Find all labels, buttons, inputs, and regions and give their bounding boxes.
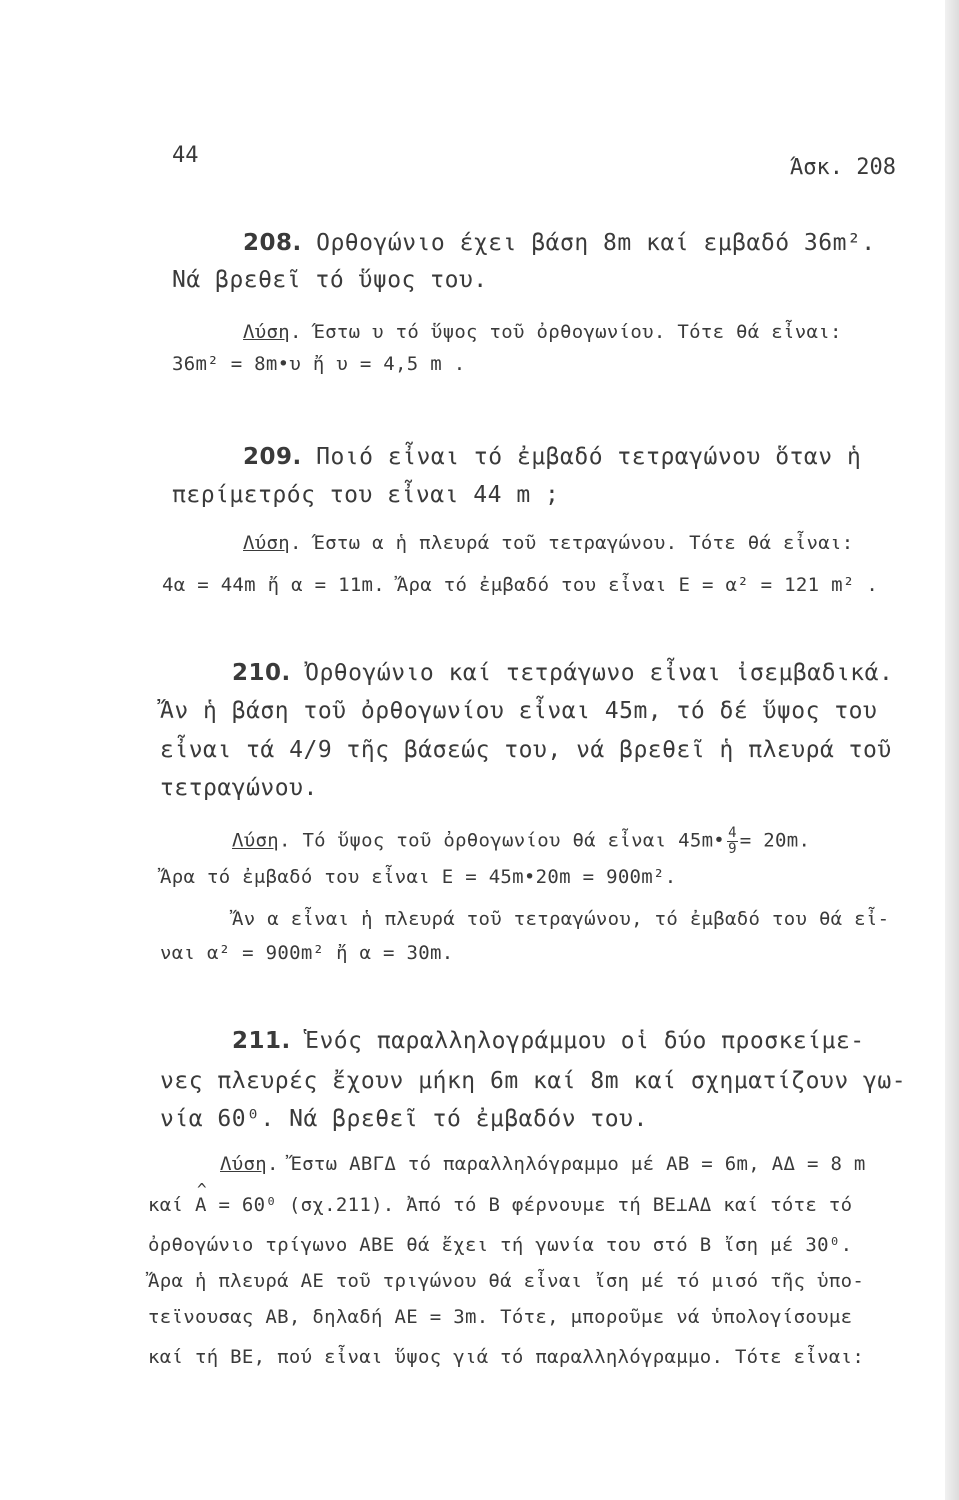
- solution-label: Λύση: [243, 532, 290, 554]
- page-number: 44: [172, 143, 199, 168]
- exercise-211-statement-line-1: 211. Ἑνός παραλληλογράμμου οἱ δύο προσκείμε-: [232, 1028, 865, 1054]
- exercise-211-solution-line-1: Λύση. Ἔστω ΑΒΓΔ τό παραλληλόγραμμο μέ ΑΒ = 6m, ΑΔ = 8 m: [220, 1153, 866, 1175]
- exercise-number: 208.: [243, 230, 302, 256]
- exercise-number: 210.: [232, 660, 291, 686]
- exercise-number: 211.: [232, 1028, 291, 1054]
- exercise-number: 209.: [243, 444, 302, 470]
- exercise-208-statement-line-1: 208. Ορθογώνιο έχει βάση 8m καί εμβαδό 36m².: [243, 230, 876, 256]
- exercise-209-statement-line-2: περίμετρός του εἶναι 44 m ;: [172, 482, 560, 508]
- exercise-210-statement-line-2: Ἄν ἡ βάση τοῦ ὀρθογωνίου εἶναι 45m, τό δέ ὕψος του: [160, 698, 878, 724]
- exercise-209-statement-line-1: 209. Ποιό εἶναι τό ἐμβαδό τετραγώνου ὅταν ἡ: [243, 444, 862, 470]
- angle-symbol: ^ Α: [195, 1196, 207, 1215]
- fraction: $\frac{4}{9}$: [728, 825, 737, 857]
- exercise-211-solution-line-3: ὀρθογώνιο τρίγωνο ΑΒΕ θά ἔχει τή γωνία του στό Β ἴση μέ 30⁰.: [148, 1234, 853, 1256]
- exercise-211-solution-line-5: τεϊνουσας ΑΒ, δηλαδή ΑΕ = 3m. Τότε, μποροῦμε νά ὑπολογίσουμε: [148, 1306, 853, 1328]
- exercise-211-solution-line-6: καί τή ΒΕ, πού εἶναι ὕψος γιά τό παραλληλόγραμμο. Τότε εἶναι:: [148, 1346, 865, 1368]
- exercise-208-solution-line-2: 36m² = 8m•υ ἤ υ = 4,5 m .: [172, 353, 466, 375]
- solution-label: Λύση: [243, 321, 290, 343]
- exercise-210-solution-line-4: ναι α² = 900m² ἤ α = 30m.: [160, 942, 454, 964]
- page-edge-shadow: [945, 0, 959, 1500]
- exercise-208-solution-line-1: Λύση. Έστω υ τό ὕψος τοῦ ὀρθογωνίου. Τότε θά εἶναι:: [243, 321, 842, 343]
- solution-label: Λύση: [220, 1153, 267, 1175]
- exercise-208-statement-line-2: Νά βρεθεῖ τό ὕψος του.: [172, 267, 488, 293]
- exercise-209-solution-line-1: Λύση. Έστω α ἡ πλευρά τοῦ τετραγώνου. Τότε θά εἶναι:: [243, 532, 854, 554]
- exercise-211-statement-line-3: νία 60⁰. Νά βρεθεῖ τό ἐμβαδόν του.: [160, 1106, 648, 1132]
- exercise-210-statement-line-1: 210. Ὀρθογώνιο καί τετράγωνο εἶναι ἰσεμβαδικά.: [232, 660, 894, 686]
- exercise-210-statement-line-3: εἶναι τά 4/9 τῆς βάσεώς του, νά βρεθεῖ ἡ πλευρά τοῦ: [160, 737, 892, 763]
- exercise-211-statement-line-2: νες πλευρές ἔχουν μήκη 6m καί 8m καί σχηματίζουν γω-: [160, 1068, 907, 1094]
- solution-label: Λύση: [232, 829, 279, 852]
- exercise-209-solution-line-2: 4α = 44m ἤ α = 11m. Ἄρα τό ἐμβαδό του εἶναι Ε = α² = 121 m² .: [162, 574, 879, 596]
- exercise-210-solution-line-2: Ἄρα τό ἐμβαδό του εἶναι Ε = 45m•20m = 900m².: [160, 866, 677, 888]
- exercise-210-solution-line-1: Λύση. Τό ὕψος τοῦ ὀρθογωνίου θά εἶναι 45m• $\frac{4}{9}$ = 20m.: [232, 825, 811, 857]
- exercise-211-solution-line-4: Ἄρα ἡ πλευρά ΑΕ τοῦ τριγώνου θά εἶναι ἴση μέ τό μισό τῆς ὑπο-: [148, 1270, 865, 1292]
- exercise-210-statement-line-4: τετραγώνου.: [160, 775, 318, 801]
- exercise-211-solution-line-2: καί ^ Α = 60⁰ (σχ.211). Ἀπό τό Β φέρνουμε τή ΒΕ⊥ΑΔ καί τότε τό: [148, 1196, 852, 1215]
- running-head: Άσκ. 208: [790, 155, 896, 180]
- exercise-210-solution-line-3: Ἄν α εἶναι ἡ πλευρά τοῦ τετραγώνου, τό ἐμβαδό του θά εἶ-: [232, 908, 890, 930]
